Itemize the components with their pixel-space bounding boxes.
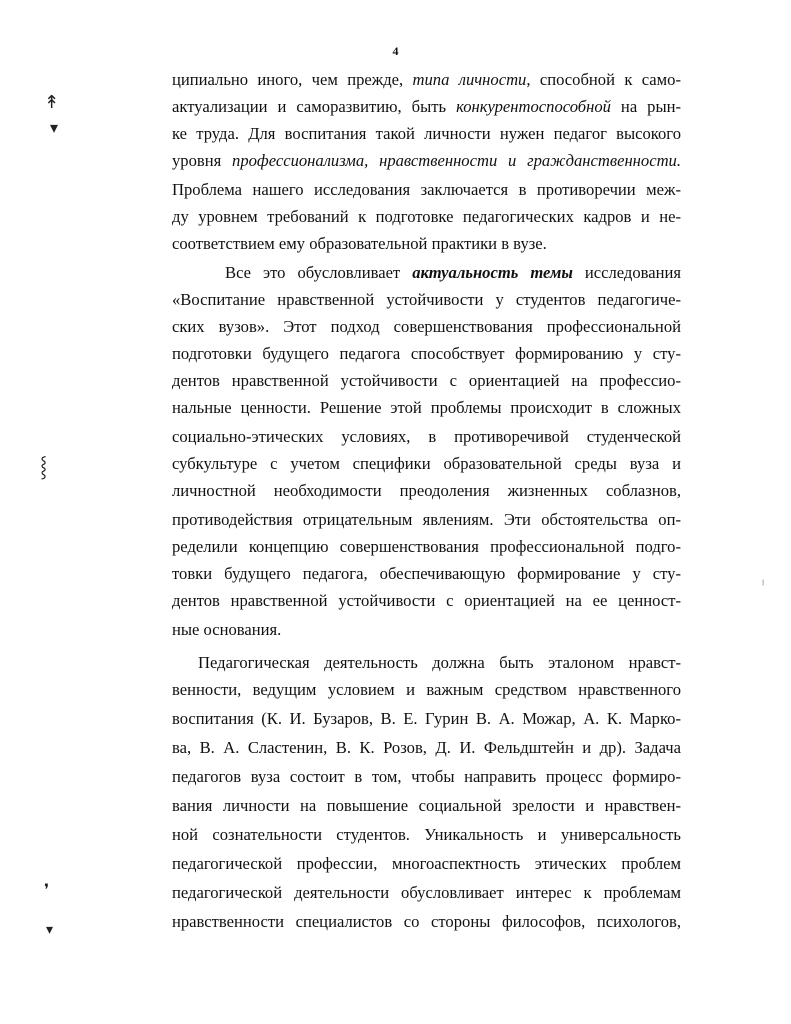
text-line-3: ке труда. Для воспитания такой личности нужен педагог высокого <box>172 124 681 143</box>
text-line-30: педагогической деятельности обусловливает интерес к проблемам <box>172 883 681 902</box>
text-line-9: «Воспитание нравственной устойчивости у студентов педагогиче- <box>172 290 681 309</box>
text-line-29: педагогической профессии, многоаспектность этических проблем <box>172 854 681 873</box>
text-line-7: соответствием ему образовательной практики в вузе. <box>172 234 547 253</box>
text-line-22: Педагогическая деятельность должна быть эталоном нравст- <box>198 653 681 672</box>
text-line-13: нальные ценности. Решение этой проблемы происходит в сложных <box>172 398 681 417</box>
margin-mark-middle: ⸾ <box>40 454 48 478</box>
page-number: 4 <box>392 44 399 58</box>
text-line-24: воспитания (К. И. Бузаров, В. Е. Гурин В. А. Можар, А. К. Марко- <box>172 709 681 728</box>
text-line-4: уровня профессионализма, нравственности и гражданственности. <box>172 151 682 170</box>
text-line-23: венности, ведущим условием и важным средством нравственного <box>172 680 681 699</box>
text-line-18: ределили концепцию совершенствования профессиональной подго- <box>172 537 681 556</box>
text-line-8: Все это обусловливает актуальность темы исследования <box>225 263 681 282</box>
margin-mark-bottom-2: ▾ <box>46 922 54 938</box>
text-line-15: субкультуре с учетом специфики образовательной среды вуза и <box>172 454 681 473</box>
text-line-25: ва, В. А. Сластенин, В. К. Розов, Д. И. Фельдштейн и др). Задача <box>172 738 681 757</box>
text-line-19: товки будущего педагога, обеспечивающую формирование у сту- <box>172 564 681 583</box>
text-line-26: педагогов вуза состоит в том, чтобы направить процесс формиро- <box>172 767 681 786</box>
text-line-11: подготовки будущего педагога способствует формированию у сту- <box>172 344 681 363</box>
text-line-31: нравственности специалистов со стороны философов, психологов, <box>172 912 681 931</box>
text-line-14: социально-этических условиях, в противоречивой студенческой <box>172 427 681 446</box>
text-line-6: ду уровнем требований к подготовке педагогических кадров и не- <box>172 207 681 226</box>
margin-mark-bottom: ❜ <box>44 880 50 899</box>
text-line-2: актуализации и саморазвитию, быть конкурентоспособной на рын- <box>172 97 681 116</box>
margin-speck-right: ╷ <box>760 575 767 586</box>
text-line-12: дентов нравственной устойчивости с ориентацией на профессио- <box>172 371 681 390</box>
text-line-16: личностной необходимости преодоления жизненных соблазнов, <box>172 481 681 500</box>
text-line-21: ные основания. <box>172 620 282 639</box>
margin-mark-top-2: ▾ <box>50 118 59 137</box>
text-line-27: вания личности на повышение социальной зрелости и нравствен- <box>172 796 681 815</box>
text-line-17: противодействия отрицательным явлениям. Эти обстоятельства оп- <box>172 510 681 529</box>
text-line-10: ских вузов». Этот подход совершенствования профессиональной <box>172 317 681 336</box>
text-line-20: дентов нравственной устойчивости с ориентацией на ее ценност- <box>172 591 681 610</box>
text-line-28: ной сознательности студентов. Уникальность и универсальность <box>172 825 681 844</box>
text-line-5: Проблема нашего исследования заключается в противоречии меж- <box>172 180 681 199</box>
text-line-1: ципиально иного, чем прежде, типа личности, способной к само- <box>172 70 681 89</box>
margin-mark-top: ↟ <box>44 92 60 113</box>
